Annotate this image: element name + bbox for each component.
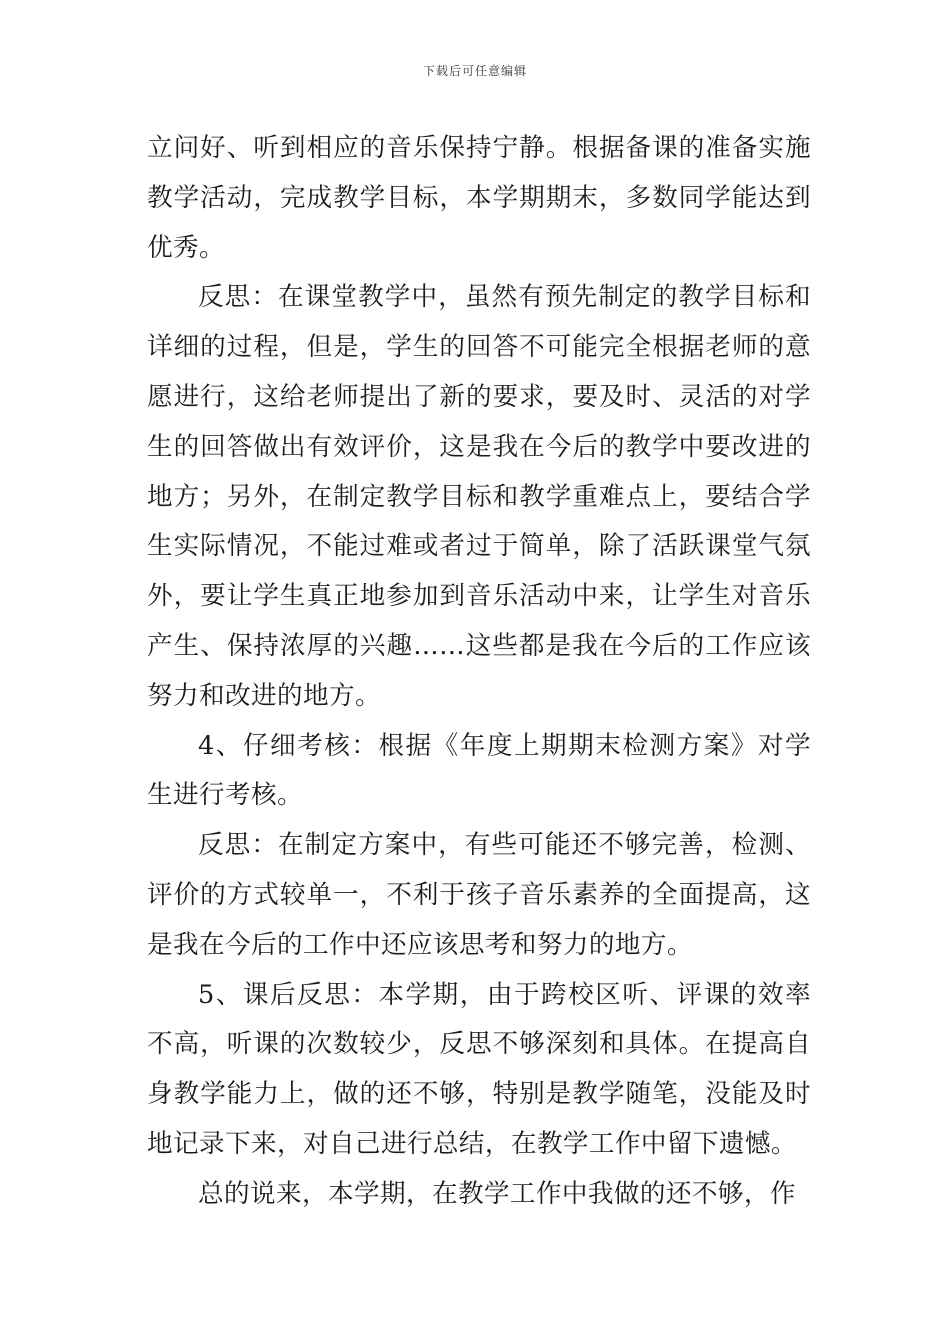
paragraph-1: 立问好、听到相应的音乐保持宁静。根据备课的准备实施教学活动，完成教学目标，本学期期末，多数同学能达到优秀。 — [147, 133, 811, 263]
paragraph-5: 5、课后反思：本学期，由于跨校区听、评课的效率不高，听课的次数较少，反思不够深刻和具体。在提高自身教学能力上，做的还不够，特别是教学随笔，没能及时地记录下来，对自己进行总结，在教学工作中留下遗憾。 — [147, 979, 811, 1159]
paragraph-4: 反思：在制定方案中，有些可能还不够完善，检测、评价的方式较单一，不利于孩子音乐素养的全面提高，这是我在今后的工作中还应该思考和努力的地方。 — [147, 830, 811, 960]
page-header: 下载后可任意编辑 — [422, 64, 527, 78]
paragraph-2: 反思：在课堂教学中，虽然有预先制定的教学目标和详细的过程，但是，学生的回答不可能完全根据老师的意愿进行，这给老师提出了新的要求，要及时、灵活的对学生的回答做出有效评价，这是我在今后的教学中要改进的地方；另外，在制定教学目标和教学重难点上，要结合学生实际情况，不能过难或者过于简单，除了活跃课堂气氛外，要让学生真正地参加到音乐活动中来，让学生对音乐产生、保持浓厚的兴趣……这些都是我在今后的工作应该努力和改进的地方。 — [147, 282, 811, 711]
paragraph-6: 总的说来，本学期，在教学工作中我做的还不够，作 — [198, 1178, 796, 1209]
paragraph-3: 4、仔细考核：根据《年度上期期末检测方案》对学生进行考核。 — [147, 730, 811, 811]
document-body — [147, 124, 811, 1220]
